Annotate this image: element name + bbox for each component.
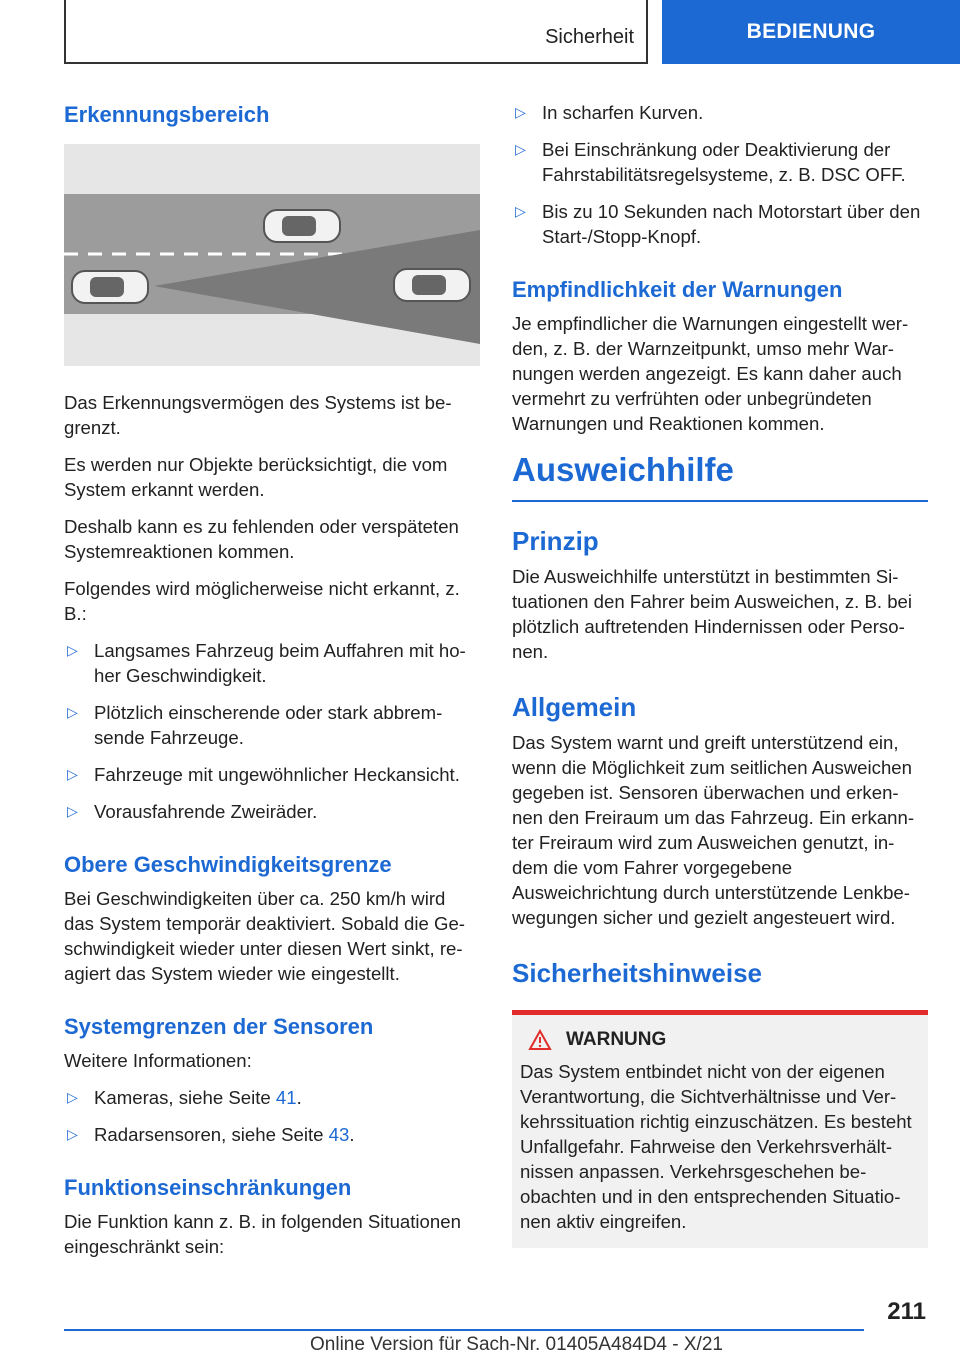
detection-range-figure: [64, 144, 480, 366]
list-item: ▷ Bis zu 10 Sekunden nach Motorstart über den Start-/Stopp-Knopf.: [515, 201, 921, 247]
triangle-bullet-icon: ▷: [515, 141, 526, 157]
paragraph: Folgendes wird möglicherweise nicht erkannt, z. B.:: [64, 578, 460, 624]
heading-ausweichhilfe: Ausweichhilfe: [512, 448, 928, 502]
paragraph: Die Ausweichhilfe unterstützt in bestimmten Si-tuationen den Fahrer beim Ausweichen, z. B. bei plötzlich auftretenden Hindernissen oder Perso-nen.: [512, 566, 913, 662]
warning-text: Das System entbindet nicht von der eigenen Verantwortung, die Sichtverhältnisse und Ver-kehrssituation richtig einzuschätzen. Es besteht Unfallgefahr. Fahrweise den Verkehrsverhält-nissen anpassen. Verkehrsgeschehen be-obachten und in den entsprechenden Situatio-nen aktiv eingreifen.: [520, 1061, 912, 1232]
heading-obere-geschwindigkeitsgrenze: Obere Geschwindigkeitsgrenze: [64, 852, 392, 877]
paragraph: Weitere Informationen:: [64, 1050, 252, 1071]
heading-allgemein: Allgemein: [512, 692, 637, 722]
paragraph: Es werden nur Objekte berücksichtigt, die vom System erkannt werden.: [64, 454, 448, 500]
heading-systemgrenzen: Systemgrenzen der Sensoren: [64, 1014, 374, 1039]
warning-triangle-icon: [528, 1029, 552, 1051]
heading-prinzip: Prinzip: [512, 526, 599, 556]
list-item: ▷ Langsames Fahrzeug beim Auffahren mit ho-her Geschwindigkeit.: [67, 640, 466, 686]
triangle-bullet-icon: ▷: [515, 203, 526, 219]
triangle-bullet-icon: ▷: [67, 1126, 78, 1142]
triangle-bullet-icon: ▷: [67, 704, 78, 720]
ego-car-icon: [72, 271, 148, 303]
triangle-bullet-icon: ▷: [67, 1089, 78, 1105]
paragraph: Bei Geschwindigkeiten über ca. 250 km/h wird das System temporär deaktiviert. Sobald die Ge-schwindigkeit wieder unter diesen Wert sinkt, re-agiert das System wieder wie eingestellt.: [64, 888, 465, 984]
list-item: ▷ Kameras, siehe Seite 41.: [67, 1087, 302, 1108]
left-column: [64, 100, 480, 1271]
undetected-objects-list: [64, 638, 480, 824]
list-item: ▷ In scharfen Kurven.: [515, 102, 704, 123]
footer-online-version: Online Version für Sach-Nr. 01405A484D4 - X/21: [310, 1334, 723, 1355]
page-link-41[interactable]: 41: [275, 1087, 297, 1108]
paragraph: Je empfindlicher die Warnungen eingestellt wer-den, z. B. der Warnzeitpunkt, umso mehr War-nungen werden angezeigt. Es kann daher auch vermehrt zu verfrühten oder unbegründeten Warnungen und Reaktionen kommen.: [512, 313, 909, 434]
warning-title: WARNUNG: [528, 1029, 920, 1051]
limitations-list: [512, 100, 928, 249]
heading-empfindlichkeit: Empfindlichkeit der Warnungen: [512, 277, 843, 302]
right-column: [512, 100, 928, 1248]
triangle-bullet-icon: ▷: [67, 803, 78, 819]
footer-divider: [64, 1329, 864, 1331]
heading-sicherheitshinweise: Sicherheitshinweise: [512, 958, 762, 988]
heading-funktionseinschraenkungen: Funktionseinschränkungen: [64, 1175, 352, 1200]
car-ahead-icon: [394, 269, 470, 301]
list-item: ▷ Radarsensoren, siehe Seite 43.: [67, 1124, 355, 1145]
heading-erkennungsbereich: Erkennungsbereich: [64, 102, 270, 127]
paragraph: Deshalb kann es zu fehlenden oder verspäteten Systemreaktionen kommen.: [64, 516, 459, 562]
references-list: [64, 1085, 480, 1147]
header-chapter-tab[interactable]: BEDIENUNG: [662, 0, 960, 64]
paragraph: Das Erkennungsvermögen des Systems ist be-grenzt.: [64, 392, 452, 438]
list-item: ▷ Vorausfahrende Zweiräder.: [67, 801, 318, 822]
header-section-title: Sicherheit: [545, 26, 634, 48]
warning-box: [512, 1010, 928, 1248]
list-item: ▷ Bei Einschränkung oder Deaktivierung der Fahrstabilitätsregelsysteme, z. B. DSC OFF.: [515, 139, 906, 185]
page-link-43[interactable]: 43: [328, 1124, 350, 1145]
list-item: ▷ Fahrzeuge mit ungewöhnlicher Heckansicht.: [67, 764, 460, 785]
triangle-bullet-icon: ▷: [67, 766, 78, 782]
triangle-bullet-icon: ▷: [515, 104, 526, 120]
triangle-bullet-icon: ▷: [67, 642, 78, 658]
detection-range-illustration: [64, 144, 480, 366]
car-top-icon: [264, 210, 340, 242]
paragraph: Die Funktion kann z. B. in folgenden Situationen eingeschränkt sein:: [64, 1211, 461, 1257]
paragraph: Das System warnt und greift unterstützend ein, wenn die Möglichkeit zum seitlichen Ausweichen gegeben ist. Sensoren überwachen und erken-nen den Freiraum um das Fahrzeug. Ein erkann-ter Freiraum wird zum Ausweichen genutzt, in-dem die vom Fahrer vorgegebene Ausweichrichtung durch unterstützende Lenkbe-wegungen sicher und gezielt angesteuert wird.: [512, 732, 915, 928]
list-item: ▷ Plötzlich einscherende oder stark abbrem-sende Fahrzeuge.: [67, 702, 443, 748]
page-number: 211: [887, 1298, 926, 1325]
